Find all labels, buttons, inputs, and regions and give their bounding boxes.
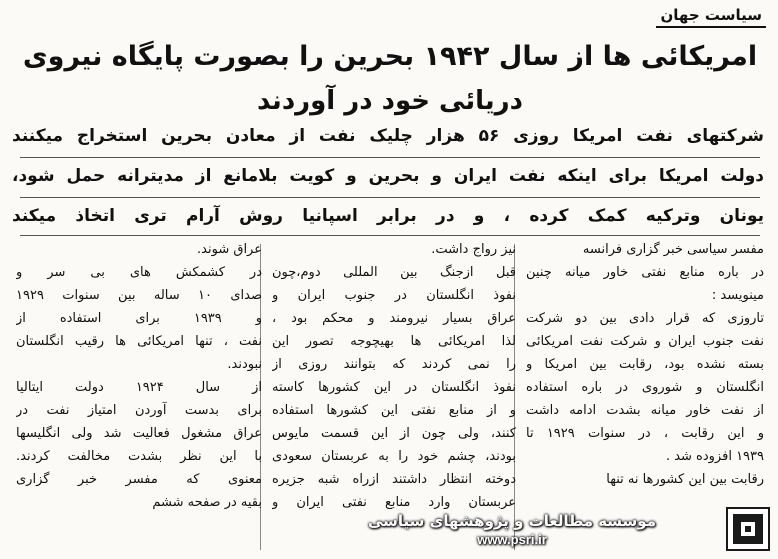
column-line: صدای ۱۰ ساله بین سنوات ۱۹۲۹ xyxy=(16,288,262,303)
column-line: بودند، چشم خود را به عربستان سعودی xyxy=(272,449,516,464)
column-line: دوخته انتظار داشتند ازراه شبه جزیره xyxy=(272,472,516,487)
subhead-line-2: دولت امریکا برای اینکه نفت ایران و بحرین و کویت بلامانع از مدیترانه حمل شود، xyxy=(12,166,764,186)
section-label: سیاست جهان xyxy=(656,6,766,28)
column-line: برای بدست آوردن امتیاز نفت در xyxy=(16,403,262,418)
subhead-line-3: یونان وترکیه کمک کرده ، و در برابر اسپانیا روش آرام تری اتخاذ میکند xyxy=(12,206,764,226)
column-line: با این نظر بشدت مخالفت کردند. xyxy=(16,449,262,464)
watermark-url: www.psri.ir xyxy=(477,532,547,547)
column-line: بقیه در صفحه ششم xyxy=(152,495,262,510)
column-line: عراق بسیار نیرومند و محکم بود ، xyxy=(272,311,516,326)
column-line: انگلستان و شوروی در باره استفاده xyxy=(526,380,764,395)
column-line: تاروزی که قرار دادی بین دو شرکت xyxy=(526,311,764,326)
column-line: نفوذ انگلستان در این کشورها کاسته xyxy=(272,380,516,395)
column-line: بسته نشده بود، رقابت بین امریکا و xyxy=(526,357,764,372)
psri-logo-icon xyxy=(726,507,770,551)
column-line: نبودند. xyxy=(227,357,262,372)
column-line: کنند، ولی چون از این قسمت مایوس xyxy=(272,426,516,441)
column-line: قبل ازجنگ بین المللی دوم،چون xyxy=(272,265,516,280)
column-line: نفوذ انگلستان در جنوب ایران و xyxy=(272,288,516,303)
divider-rule xyxy=(20,235,760,236)
column-line: در باره منابع نفتی خاور میانه چنین xyxy=(526,265,764,280)
column-line: را نمی کردند که بتوانند روزی از xyxy=(272,357,516,372)
subhead-line-1: شرکتهای نفت امریکا روزی ۵۶ هزار چلیک نفت از معادن بحرین استخراج میکنند xyxy=(12,126,764,146)
publisher-watermark xyxy=(332,511,692,551)
column-line: عراق مشغول فعالیت شد ولی انگلیسها xyxy=(16,426,262,441)
column-line: نیز رواج داشت. xyxy=(431,242,516,257)
article-column-3 xyxy=(16,238,262,556)
column-line: و ۱۹۳۹ برای استفاده از xyxy=(16,311,262,326)
divider-rule xyxy=(20,157,760,158)
column-line: نفت ، تنها امریکائی ها رقیب انگلستان xyxy=(16,334,262,349)
column-line: از سال ۱۹۲۴ دولت ایتالیا xyxy=(16,380,262,395)
column-line: لذا امریکائی ها بهیچوجه تصور این xyxy=(272,334,516,349)
headline-line-2: دریائی خود در آوردند xyxy=(257,86,523,116)
column-line: مینویسد : xyxy=(711,288,764,303)
column-line: عربستان وارد منابع نفتی ایران و xyxy=(272,495,516,510)
column-line: رقابت بین این کشورها نه تنها xyxy=(606,472,764,487)
column-line: در کشمکش های بی سر و xyxy=(16,265,262,280)
divider-rule xyxy=(20,197,760,198)
column-line: ۱۹۳۹ افزوده شد . xyxy=(665,449,764,464)
column-line: عراق شوند. xyxy=(197,242,262,257)
column-line: و این رقابت ، در سنوات ۱۹۲۹ تا xyxy=(526,426,764,441)
headline-line-1: امریکائی ها از سال ۱۹۴۲ بحرین را بصورت پایگاه نیروی xyxy=(22,41,758,72)
watermark-name: موسسه مطالعات و پژوهشهای سیاسی xyxy=(367,512,657,530)
article-column-2 xyxy=(272,238,516,556)
column-line: مفسر سیاسی خبر گزاری فرانسه xyxy=(582,242,764,257)
column-line: نفت جنوب ایران و شرکت نفت امریکائی xyxy=(526,334,764,349)
column-line: معنوی که مفسر خبر گزاری xyxy=(16,472,262,487)
column-line: از نفت خاور میانه بشدت ادامه داشت xyxy=(526,403,764,418)
column-line: و از منابع نفتی این کشورها استفاده xyxy=(272,403,516,418)
